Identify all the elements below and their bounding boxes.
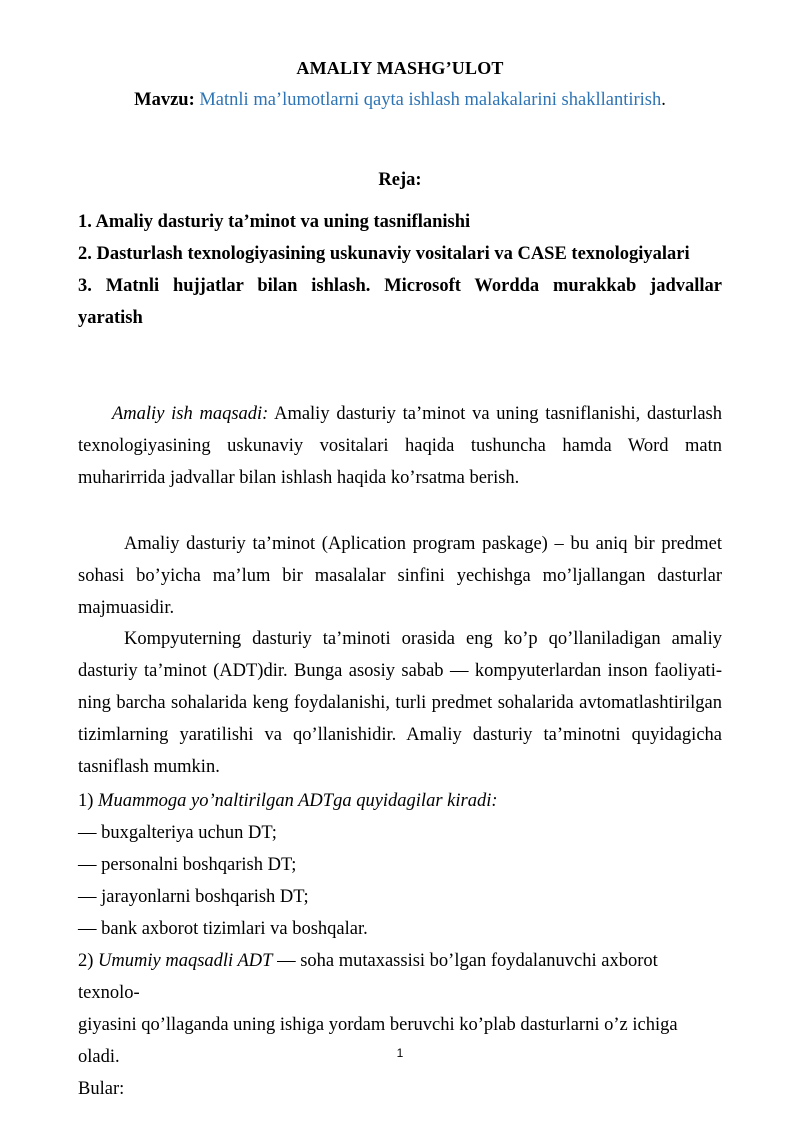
goal-label: Amaliy ish maqsadi: [112,404,269,424]
list-item: — personalni boshqarish DT; [78,855,297,875]
document-title: AMALIY MASHG’ULOT [296,58,504,78]
plan-item-continuation: yaratish [78,308,143,328]
paragraph-line: Kompyuterning dasturiy ta’minoti orasida eng ko’p qo’llaniladigan amaliy [124,629,722,649]
page-number: 1 [396,1046,404,1060]
list-heading-continuation: — soha mutaxassisi bo’lgan foydalanuvchi axborot texnolo- [78,951,658,1003]
plan-item: 2. Dasturlash texnologiyasining uskunaviy vositalari va CASE texnologiyalari [78,244,690,264]
goal-paragraph [78,398,722,494]
paragraph-line: tizimlarning yaratilishi va qo’llanishidir. Amaliy dasturiy ta’minotni quyidagicha [78,725,722,745]
list-heading-text: Muammoga yo’naltirilgan ADTga quyidagilar kiradi: [98,791,498,811]
list-heading-text: Umumiy maqsadli ADT [98,951,273,971]
topic-text: Matnli ma’lumotlarni qayta ishlash malakalarini shakllantirish [199,90,662,110]
plan-item: 3. Matnli hujjatlar bilan ishlash. Microsoft Wordda murakkab jadvallar [78,276,722,296]
paragraph-line: dasturiy ta’minot (ADT)dir. Bunga asosiy sabab — kompyuterlardan inson faoliyati- [78,661,722,681]
topic-label: Mavzu: [134,90,195,110]
topic-line [0,90,800,111]
definition-paragraph: Amaliy dasturiy ta’minot (Aplication program paskage) – bu aniq bir predmet sohasi bo’yicha ma’lum bir masalalar sinfini yechishga mo’ljallangan dasturlar majmuasidir. [78,534,722,618]
plan-item: 1. Amaliy dasturiy ta’minot va uning tasniflanishi [78,212,471,232]
list-heading-1 [78,785,722,817]
paragraph-line: tasniflash mumkin. [78,757,220,777]
list-heading-2 [78,945,722,1009]
list-number: 1) [78,791,99,811]
list-item: — bank axborot tizimlari va boshqalar. [78,919,368,939]
plan-heading: Reja: [378,170,422,190]
list-number: 2) [78,951,99,971]
paragraph-line: Bular: [78,1079,125,1099]
classification-paragraph [78,623,722,783]
list-item: — jarayonlarni boshqarish DT; [78,887,309,907]
paragraph-line: ning barcha sohalarida keng foydalanishi, turli predmet sohalarida avtomatlashtirilgan [78,693,722,713]
goal-text: Amaliy dasturiy ta’minot va uning tasniflanishi, dasturlash texnologiyasining uskunaviy vositalari haqida tushuncha hamda Word matn muharirrida jadvallar bilan ishlash haqida ko’rsatma berish. [78,404,723,488]
list-item: — buxgalteriya uchun DT; [78,823,277,843]
plan-list [78,206,722,334]
topic-end: . [661,90,666,110]
paragraph-line: giyasini qo’llaganda uning ishiga yordam beruvchi ko’plab dasturlarni o’z ichiga oladi. [78,1015,678,1067]
